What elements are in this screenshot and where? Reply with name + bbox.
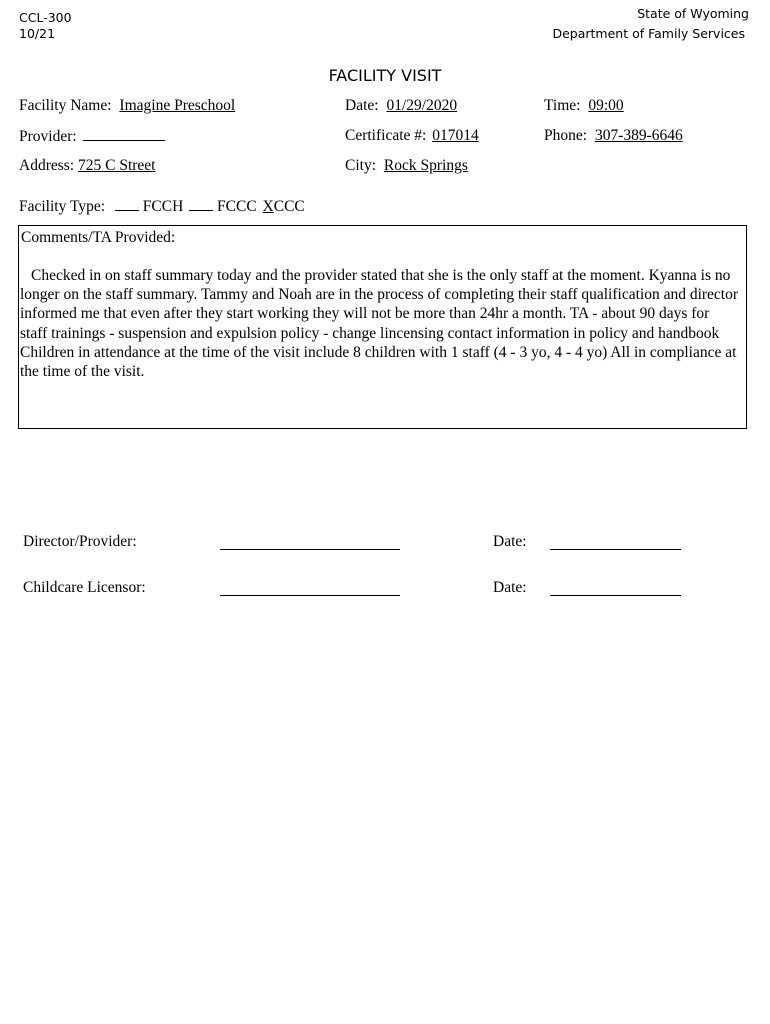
director-date-label: Date:	[493, 533, 527, 550]
form-revision-date: 10/21	[19, 26, 56, 41]
phone-row	[544, 126, 683, 146]
facility-type-checkbox-fcch	[115, 196, 139, 211]
comments-heading: Comments/TA Provided:	[21, 229, 176, 246]
director-provider-label: Director/Provider:	[23, 533, 137, 550]
date-label: Date:	[345, 97, 379, 114]
facility-type-option-fcch: FCCH	[142, 198, 184, 215]
facility-type-checkbox-fccc	[189, 196, 213, 211]
provider-row	[19, 126, 165, 147]
licensor-date-label: Date:	[493, 579, 527, 596]
certificate-value: 017014	[432, 127, 479, 144]
provider-blank	[83, 126, 165, 141]
facility-type-label: Facility Type:	[19, 198, 106, 215]
comments-box	[18, 225, 747, 429]
director-signature-line	[220, 549, 400, 550]
time-row	[544, 96, 624, 116]
address-value: 725 C Street	[77, 157, 156, 174]
phone-label: Phone:	[544, 127, 588, 144]
date-value: 01/29/2020	[386, 97, 458, 114]
licensor-signature-line	[220, 595, 400, 596]
department-name: Department of Family Services	[552, 26, 745, 41]
time-label: Time:	[544, 97, 581, 114]
city-label: City:	[345, 157, 377, 174]
director-date-line	[550, 549, 681, 550]
certificate-row	[345, 126, 479, 146]
provider-label: Provider:	[19, 128, 77, 145]
time-value: 09:00	[588, 97, 624, 114]
form-code: CCL-300	[19, 10, 72, 25]
state-name: State of Wyoming	[637, 6, 749, 21]
comments-text: Checked in on staff summary today and the provider stated that she is the only staff at the moment. Kyanna is no longer on the staff summary. Tammy and Noah are in the process of completing their staff qualification and director informed me that even after they start working they will not be more than 24hr a month. TA - about 90 days for staff trainings - suspension and expulsion policy - change lincensing contact information in policy and handbook Children in attendance at the time of the visit include 8 children with 1 staff (4 - 3 yo, 4 - 4 yo) All in compliance at the time of the visit.	[20, 267, 739, 381]
facility-type-option-ccc: CCC	[273, 198, 305, 215]
date-row	[345, 96, 457, 116]
facility-name-label: Facility Name:	[19, 97, 112, 114]
phone-value: 307-389-6646	[594, 127, 683, 144]
page-title: FACILITY VISIT	[328, 66, 442, 85]
facility-type-selected-mark: X	[262, 198, 274, 215]
address-row	[19, 156, 155, 176]
facility-name-value: Imagine Preschool	[119, 97, 236, 114]
certificate-label: Certificate #:	[345, 127, 427, 144]
facility-name-row	[19, 96, 235, 116]
city-row	[345, 156, 468, 176]
address-label: Address:	[19, 157, 75, 174]
facility-type-row	[19, 196, 305, 217]
childcare-licensor-label: Childcare Licensor:	[23, 579, 146, 596]
facility-type-option-fccc: FCCC	[217, 198, 257, 215]
licensor-date-line	[550, 595, 681, 596]
city-value: Rock Springs	[383, 157, 468, 174]
